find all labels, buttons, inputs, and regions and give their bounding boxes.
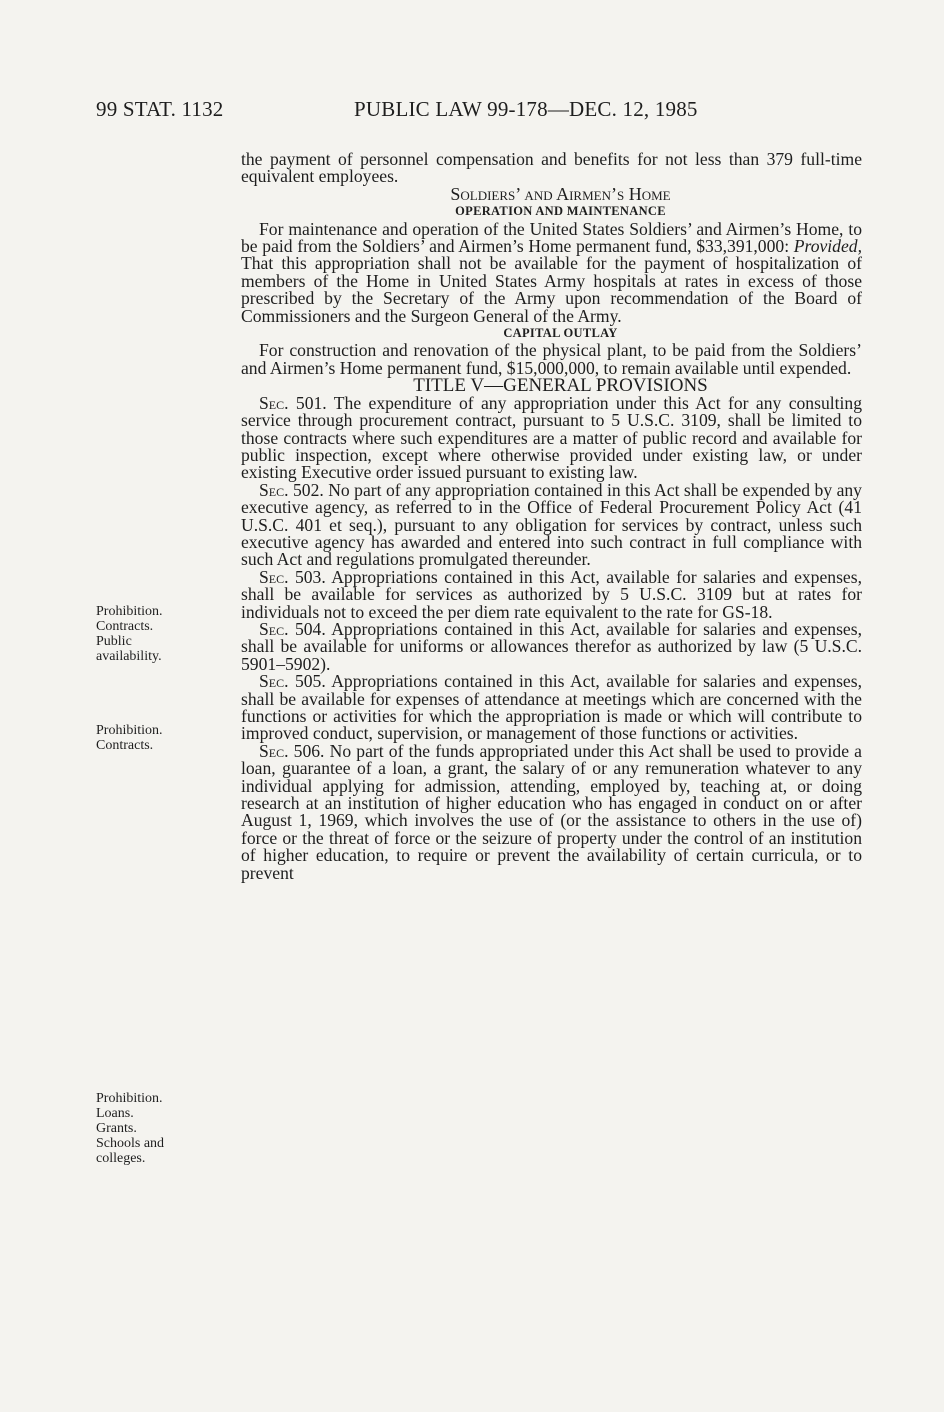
- section-label: Sec. 506.: [259, 740, 325, 761]
- section-label: Sec. 503.: [259, 566, 326, 587]
- section-501: [241, 392, 862, 483]
- section-text: No part of the funds appropriated under this Act shall be used to provide a loan, guarantee of a loan, a grant, the salary of or any remuneration whatever to any individual applying for admission, attending, employed by, teaching at, or doing research at an institution of higher education who has engaged in conduct on or after August 1, 1969, which involves the use of (or the assistance to others in the use of) force or the threat of force or the seizure of property under the control of an institution of higher education, to require or prevent the availability of certain curricula, or to prevent: [241, 740, 862, 883]
- section-text: The expenditure of any appropriation under this Act for any consulting service through procurement contract, pursuant to 5 U.S.C. 3109, shall be limited to those contracts where such expenditures are a matter of public record and available for public inspection, except where otherwise provided under existing law, or under existing Executive order issued pursuant to existing law.: [241, 392, 862, 483]
- section-label: Sec. 505.: [259, 671, 326, 692]
- margin-note-line: Contracts.: [96, 738, 154, 753]
- margin-note-sec-501: [96, 604, 163, 664]
- home-heading: Soldiers’ and Airmen’s Home: [450, 183, 671, 204]
- section-502: [241, 479, 862, 570]
- continuation-paragraph: the payment of personnel compensation and benefits for not less than 379 full-time equivalent employees.: [241, 149, 862, 187]
- section-505: [241, 673, 862, 743]
- margin-note-line: Prohibition.: [96, 604, 163, 619]
- section-text: Appropriations contained in this Act, available for salaries and expenses, shall be available for uniforms or allowances therefor as authorized by law (5 U.S.C. 5901–5902).: [241, 618, 862, 674]
- section-label: Sec. 501.: [259, 392, 327, 413]
- capital-outlay-paragraph: For construction and renovation of the physical plant, to be paid from the Soldiers’ and Airmen’s Home permanent fund, $15,000,000, to remain available until expended.: [241, 340, 862, 378]
- margin-note-sec-506: [96, 1091, 164, 1166]
- main-text: [241, 151, 862, 882]
- om-text-2: That this appropriation shall not be available for the payment of hospitalization of members of the Home in United States Army hospitals at rates in excess of those prescribed by the Secretary of the Army upon recommendation of the Board of Commissioners and the Surgeon General of the Army.: [241, 253, 862, 326]
- section-label: Sec. 502.: [259, 479, 324, 500]
- section-text: Appropriations contained in this Act, available for salaries and expenses, shall be available for expenses of attendance at meetings which are concerned with the functions or activities for which the appropriation is made or which will contribute to improved conduct, supervision, or management of those functions or activities.: [241, 671, 862, 744]
- om-text-1: For maintenance and operation of the United States Soldiers’ and Airmen’s Home, to be paid from the Soldiers’ and Airmen’s Home permanent fund, $33,391,000:: [241, 218, 862, 257]
- margin-note-line: Public: [96, 634, 132, 649]
- om-heading: OPERATION AND MAINTENANCE: [455, 204, 666, 219]
- capital-outlay-heading: CAPITAL OUTLAY: [503, 326, 618, 341]
- section-503: [241, 566, 862, 622]
- margin-note-sec-502: [96, 723, 163, 753]
- om-paragraph: [241, 218, 862, 326]
- margin-note-line: colleges.: [96, 1151, 146, 1166]
- section-text: Appropriations contained in this Act, available for salaries and expenses, shall be available for services as authorized by 5 U.S.C. 3109 but at rates for individuals not to exceed the per diem rate equivalent to the rate for GS-18.: [241, 566, 862, 622]
- margin-note-line: availability.: [96, 649, 162, 664]
- running-head: PUBLIC LAW 99-178—DEC. 12, 1985: [354, 97, 698, 121]
- margin-note-line: Schools and: [96, 1136, 165, 1151]
- section-label: Sec. 504.: [259, 618, 326, 639]
- section-506: [241, 740, 862, 883]
- margin-note-line: Grants.: [96, 1121, 137, 1136]
- stat-page-number: 99 STAT. 1132: [96, 97, 224, 121]
- margin-note-line: Prohibition.: [96, 723, 163, 738]
- margin-note-line: Contracts.: [96, 619, 154, 634]
- provided-italic: Provided,: [793, 236, 862, 257]
- title-v-heading: TITLE V—GENERAL PROVISIONS: [413, 375, 708, 397]
- section-504: [241, 618, 862, 674]
- section-text: No part of any appropriation contained in this Act shall be expended by any executive agency, as referred to in the Office of Federal Procurement Policy Act (41 U.S.C. 401 et seq.), pursuant to any obligation for services by contract, unless such executive agency has awarded and entered into such contract in full compliance with such Act and regulations promulgated thereunder.: [241, 479, 862, 570]
- margin-note-line: Loans.: [96, 1106, 134, 1121]
- margin-note-line: Prohibition.: [96, 1091, 163, 1106]
